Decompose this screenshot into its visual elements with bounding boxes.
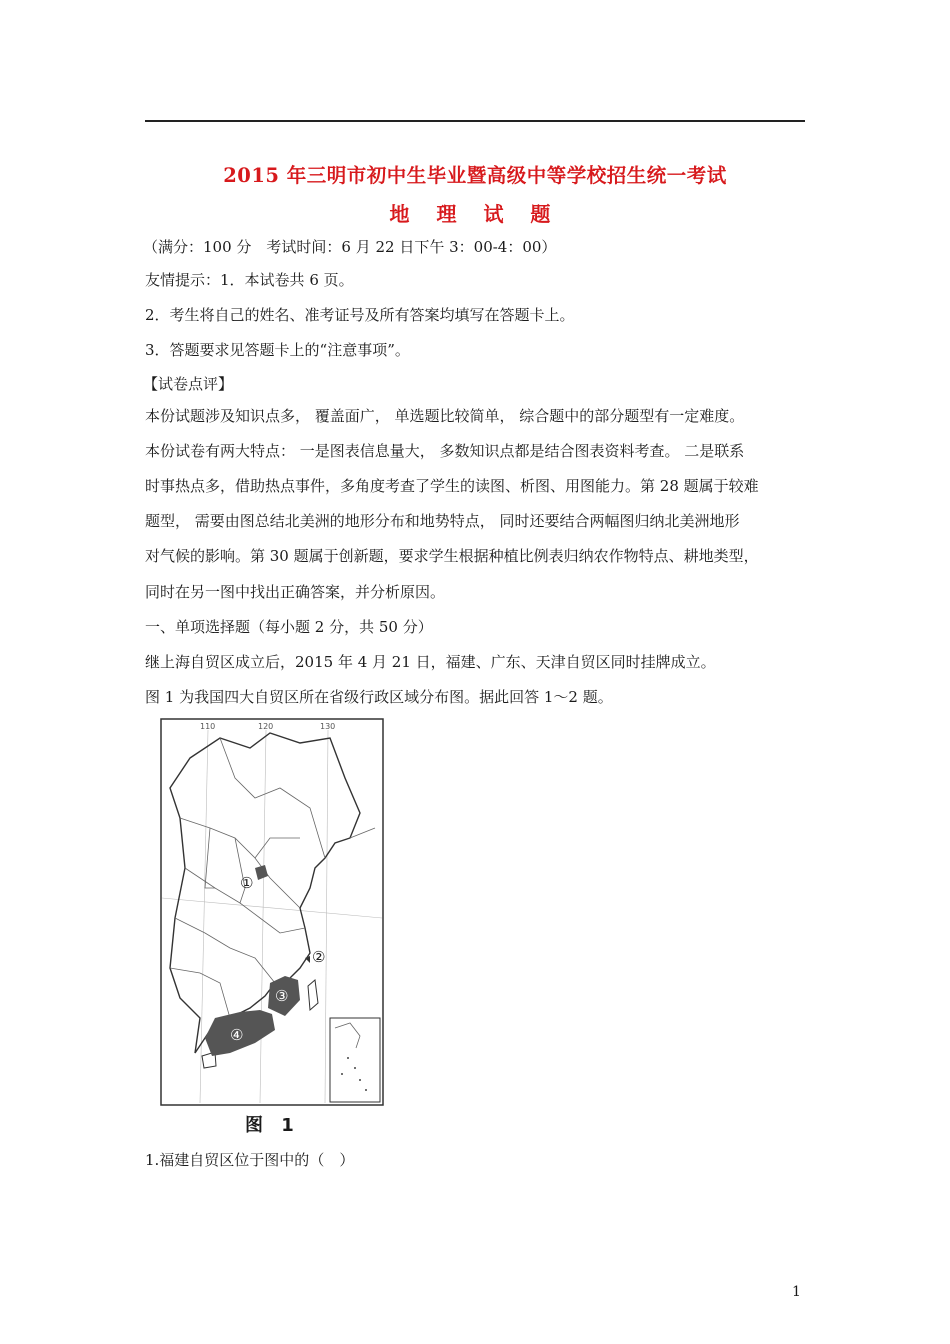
intro-line: 继上海自贸区成立后，2015 年 4 月 21 日，福建、广东、天津自贸区同时挂牌成立。 [145, 653, 716, 671]
page-number: 1 [792, 1284, 801, 1300]
section-heading: 一、单项选择题（每小题 2 分，共 50 分） [145, 618, 433, 636]
review-line: 本份试题涉及知识点多， 覆盖面广， 单选题比较简单， 综合题中的部分题型有一定难度。 [145, 407, 745, 425]
review-line: 时事热点多，借助热点事件，多角度考查了学生的读图、析图、用图能力。第 28 题属于较难 [145, 477, 759, 495]
exam-title: 2015 年三明市初中生毕业暨高级中等学校招生统一考试 [223, 164, 727, 187]
marker-3: ③ [275, 987, 289, 1005]
longitude-label: 110 [200, 722, 216, 731]
inset-map [330, 1018, 380, 1102]
tip-1: 友情提示：1．本试卷共 6 页。 [145, 271, 354, 289]
review-line: 同时在另一图中找出正确答案，并分析原因。 [145, 583, 446, 601]
exam-info: （满分：100 分 考试时间：6 月 22 日下午 3：00-4：00） [143, 238, 557, 256]
exam-subtitle: 地 理 试 题 [389, 202, 561, 226]
tip-3: 3．答题要求见答题卡上的“注意事项”。 [145, 341, 410, 359]
figure-caption: 图 1 [245, 1115, 300, 1136]
question-1: 1.福建自贸区位于图中的（ ） [145, 1151, 355, 1169]
tip-2: 2．考生将自己的姓名、准考证号及所有答案均填写在答题卡上。 [145, 306, 575, 324]
marker-4: ④ [230, 1026, 244, 1044]
header-rule [145, 120, 805, 122]
review-line: 题型， 需要由图总结北美洲的地形分布和地势特点， 同时还要结合两幅图归纳北美洲地形 [145, 512, 740, 530]
review-line: 对气候的影响。第 30 题属于创新题，要求学生根据种植比例表归纳农作物特点、耕地类型， [145, 547, 759, 565]
longitude-label: 130 [320, 722, 336, 731]
marker-2: ② [312, 948, 326, 966]
review-heading: 【试卷点评】 [143, 375, 234, 393]
figure-1-map [160, 718, 384, 1108]
marker-1: ① [240, 874, 254, 892]
intro-line: 图 1 为我国四大自贸区所在省级行政区域分布图。据此回答 1～2 题。 [145, 688, 613, 706]
longitude-label: 120 [258, 722, 274, 731]
review-line: 本份试卷有两大特点： 一是图表信息量大， 多数知识点都是结合图表资料考查。 二是联系 [145, 442, 745, 460]
